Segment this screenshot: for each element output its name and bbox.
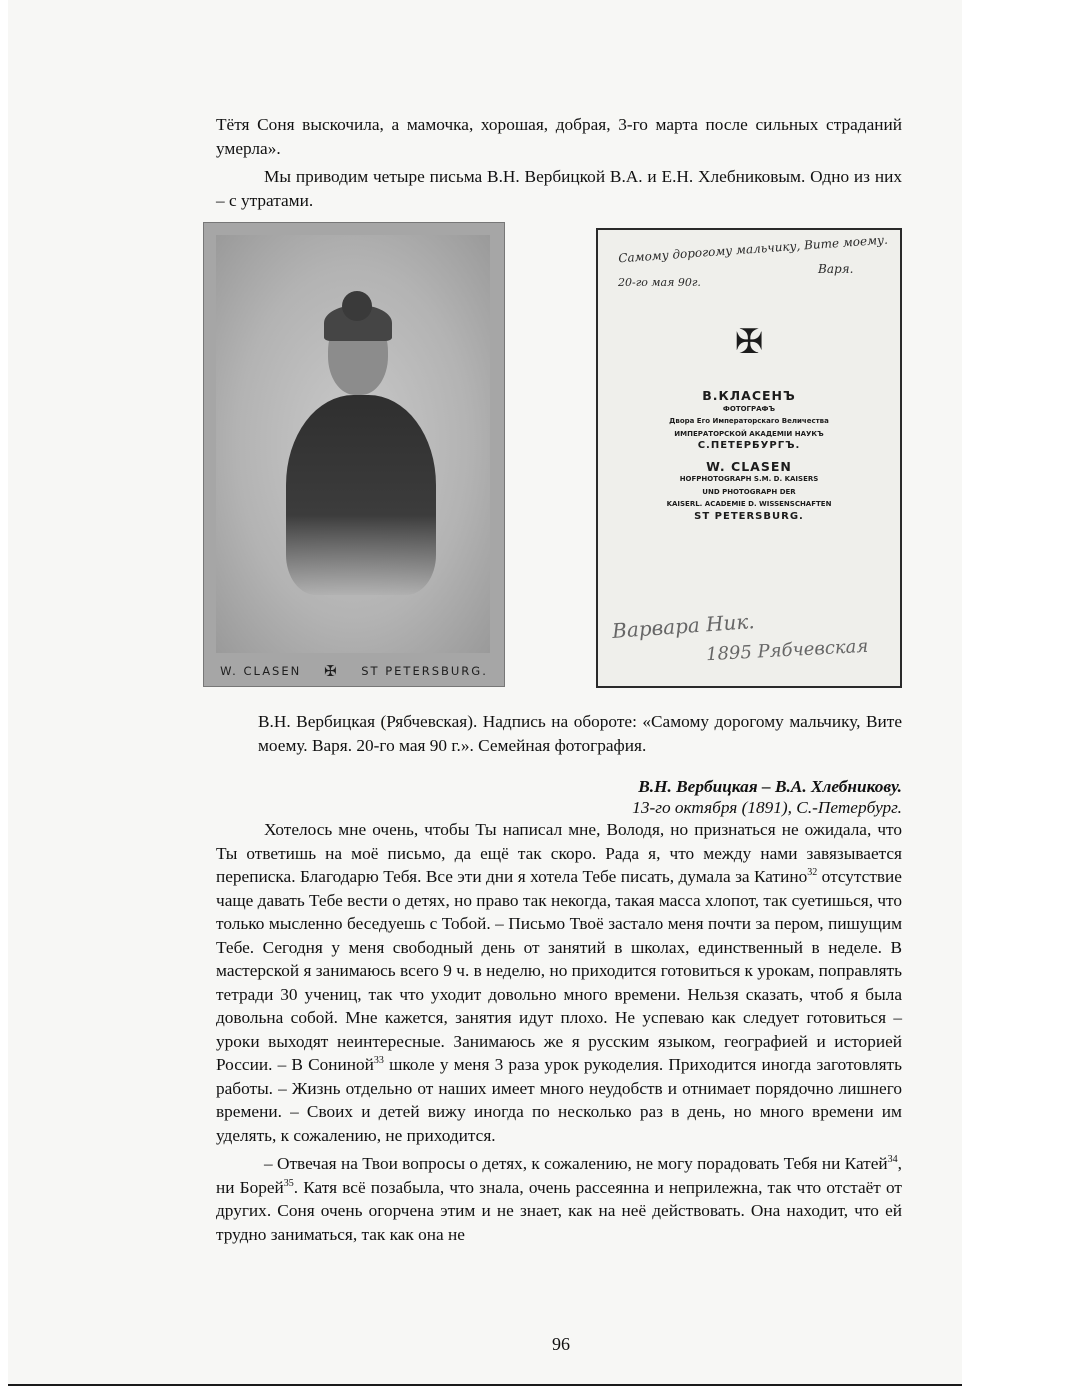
stamp-line: KAISERL. ACADEMIE D. WISSENSCHAFTEN (666, 500, 832, 508)
stamp-line: HOFPHOTOGRAPH S.M. D. KAISERS (679, 475, 819, 483)
text-run: отсутствие чаще давать Тебе вести о детях, но право так некогда, такая масса хлопот, так суетишься, что только мысленно беседуешь с Тобой. – Письмо Твоё застало меня почти за пером, пишущим Тебе. Сегодня у меня свободный день от занятий в школах, единственный в неделе. В мастерской я занимаюсь всего 9 ч. в неделю, но приходится готовиться к урокам, поправлять тетради 30 учениц, так что уходит довольно много времени. Нельзя сказать, чтоб я была довольна собой. Мне кажется, занятия идут плохо. Не успеваю как следует готовиться – уроки выходят неинтересные. Занимаюсь же я русским языком, географией и историей России. – В Сониной (216, 867, 902, 1074)
studio-city: ST PETERSBURG. (361, 664, 488, 678)
figure-caption (258, 710, 902, 757)
pencil-note: 1895 Рябчевская (705, 635, 869, 666)
text-run: школе у меня 3 раза урок рукоделия. Приходится иногда заготовлять работы. – Жизнь отдельно от наших имеет много неудобств и отнимает порядочно лишнего времени. – Своих и детей вижу иногда по несколько раз в день, но много времени им уделять, к сожалению, не приходится. (216, 1055, 902, 1145)
photo-reverse-side (596, 228, 902, 688)
stamp-line: W. CLASEN (706, 458, 792, 474)
footnote-ref: 33 (373, 1055, 384, 1066)
letter-date-place: 13-го октября (1891), С.-Петербург. (632, 798, 902, 817)
studio-mark-strip (204, 656, 504, 686)
footnote-ref: 32 (807, 867, 818, 878)
portrait-figure-body (286, 395, 436, 595)
stamp-line: UND PHOTOGRAPH DER (702, 487, 796, 496)
figure-caption-text: В.Н. Вербицкая (Рябчевская). Надпись на обороте: «Самому дорогому мальчику, Вите моему. Варя. 20-го мая 90 г.». Семейная фотография. (258, 712, 902, 755)
text-run: – Отвечая на Твои вопросы о детях, к сожалению, не могу порадовать Тебя ни Катей (264, 1154, 888, 1173)
page-number: 96 (552, 1334, 570, 1354)
text-run: , ни Борей (216, 1154, 902, 1197)
studio-name: W. CLASEN (220, 664, 302, 678)
text-run: Хотелось мне очень, чтобы Ты написал мне, Володя, но признаться не ожидала, что Ты ответишь на моё письмо, да ещё так скоро. Рада я, что между нами завязывается переписка. Благодарю Тебя. Все эти дни я хотела Тебе писать, думала за Катино (216, 820, 902, 886)
studio-stamp (598, 390, 900, 523)
portrait-photo (203, 222, 505, 687)
page-margin (962, 0, 1071, 1386)
pencil-note: Варвара Ник. (611, 609, 756, 643)
text-run: . Катя всё позабыла, что знала, очень рассеянна и неприлежна, так что отстаёт от других. Соня очень огорчена этим и не знает, как на неё действовать. Она находит, что ей трудно заниматься, так как она не (216, 1177, 902, 1244)
letter-body (216, 818, 902, 1246)
letter-paragraph-1 (216, 818, 902, 1147)
portrait-figure-bun (342, 291, 372, 321)
handwritten-signature: Варя. (818, 262, 854, 276)
intro-text (216, 113, 902, 212)
handwritten-date: 20-го мая 90г. (618, 276, 701, 289)
letter-author: В.Н. Вербицкая – В.А. Хлебникову. (638, 777, 902, 796)
intro-paragraph-1: Тётя Соня выскочила, а мамочка, хорошая, добрая, 3-го марта после сильных страданий умерла». (216, 115, 902, 158)
stamp-line: ИМПЕРАТОРСКОЙ АКАДЕМІИ НАУКЪ (674, 429, 824, 438)
intro-paragraph-2: Мы приводим четыре письма В.Н. Вербицкой В.А. и Е.Н. Хлебниковым. Одно из них – с утратами. (216, 167, 902, 210)
footnote-ref: 34 (887, 1154, 898, 1165)
letter-paragraph-2 (216, 1152, 902, 1246)
letter-header (500, 776, 902, 818)
portrait-background (216, 235, 490, 653)
handwritten-inscription: Самому дорогому мальчику, Вите моему. (617, 232, 889, 266)
eagle-emblem-icon: ✠ (323, 662, 339, 680)
stamp-line: ST PETERSBURG. (694, 510, 804, 522)
stamp-line: С.ПЕТЕРБУРГЪ. (697, 440, 801, 451)
stamp-line: В.КЛАСЕНЪ (702, 388, 796, 403)
stamp-line: ФОТОГРАФЪ (722, 404, 776, 413)
footnote-ref: 35 (283, 1177, 294, 1189)
stamp-line: Двора Его Императорскаго Величества (669, 417, 829, 425)
eagle-crest-icon: ✠ (734, 322, 764, 362)
